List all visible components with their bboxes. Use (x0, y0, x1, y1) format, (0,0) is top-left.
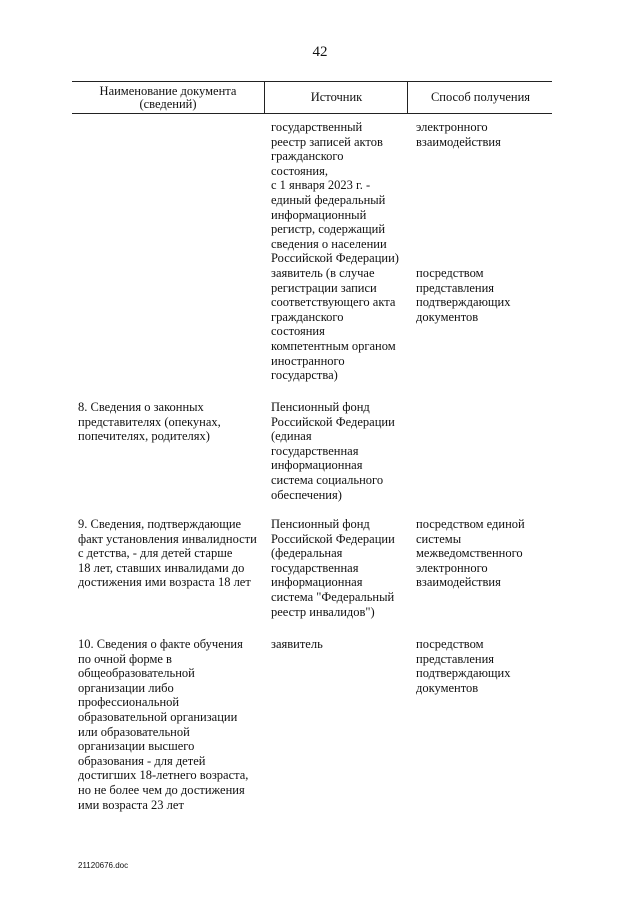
row-9-source: Пенсионный фонд Российской Федерации (федеральная государственная информационная система "Федеральный реестр инвалидов") (271, 517, 395, 619)
table-header-method (407, 82, 553, 113)
row-8-source: Пенсионный фонд Российской Федерации (единая государственная информационная система социального обеспечения) (271, 400, 395, 502)
table-header-document (72, 82, 264, 113)
footer-doc-code: 21120676.doc (78, 861, 129, 870)
row-10-method: посредством представления подтверждающих документов (416, 637, 511, 695)
header-method-label: Способ получения (430, 90, 531, 104)
table-header-source (264, 82, 408, 113)
row-continuation-method: электронного взаимодействия (416, 120, 501, 149)
page-number: 42 (312, 44, 328, 60)
row-10-document: 10. Сведения о факте обучения по очной форме в общеобразовательной организации либо профессиональной образовательной организации или образовательной организации высшего образования - для детей достигших 18-летнего возраста, но не более чем до достижения ими возраста 23 лет (78, 637, 249, 812)
header-source-label: Источник (310, 90, 363, 104)
row-continuation-source: государственный реестр записей актов гражданского состояния, с 1 января 2023 г. - единый федеральный информационный регистр, содержащий сведения о населении Российской Федерации) (271, 120, 399, 266)
row-applicant-source: заявитель (в случае регистрации записи соответствующего акта гражданского состояния компетентным органом иностранного государства) (271, 266, 396, 383)
row-8-document: 8. Сведения о законных представителях (опекунах, попечителях, родителях) (78, 400, 221, 444)
row-10-source: заявитель (271, 637, 323, 651)
row-applicant-method: посредством представления подтверждающих документов (416, 266, 511, 324)
row-9-method: посредством единой системы межведомственного электронного взаимодействия (416, 517, 525, 590)
table-header-rule-bottom (72, 113, 552, 114)
row-9-document: 9. Сведения, подтверждающие факт установления инвалидности с детства, - для детей старше 18 лет, ставших инвалидами до достижения ими возраста 18 лет (78, 517, 257, 590)
header-document-label: Наименование документа (сведений) (99, 83, 237, 111)
